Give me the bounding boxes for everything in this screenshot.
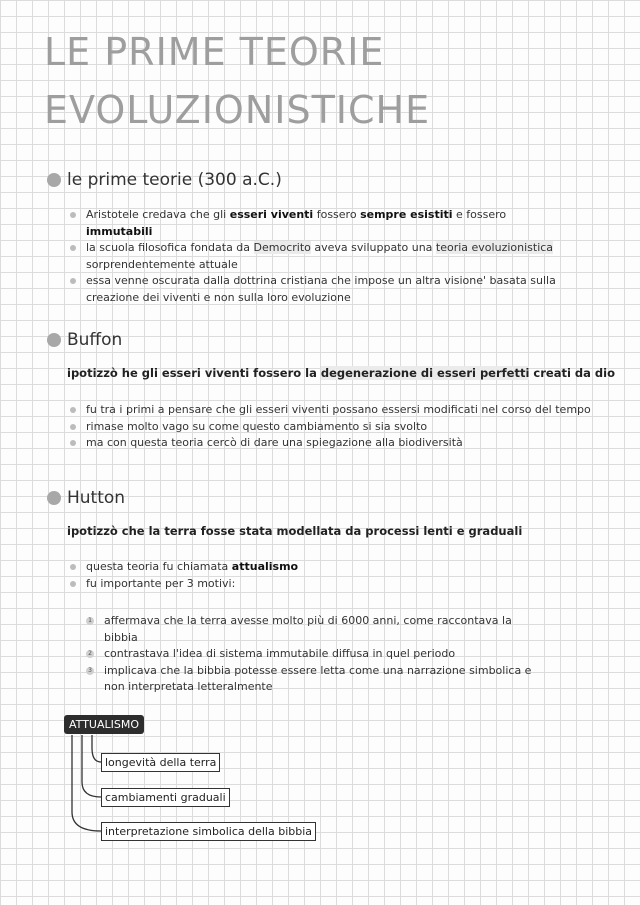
bold-text: esseri viventi — [229, 208, 314, 221]
numbered-item-text: implicava che la bibbia potesse essere letta come una narrazione simbolica e non interpretata letteralmente — [104, 663, 532, 693]
number-badge: 1 — [86, 617, 94, 625]
page-title-line-1: LE PRIME TEORIE — [44, 30, 385, 74]
text-run: sorprendentemente attuale — [86, 257, 238, 271]
text-run: ipotizzò he gli esseri viventi fossero la — [67, 366, 321, 380]
section-heading-text: Buffon — [67, 330, 123, 350]
text-run: fu tra i primi a pensare che gli esseri viventi possano essersi modificati nel corso del tempo — [86, 403, 591, 416]
mindmap-node-longevita[interactable]: longevità della terra — [101, 753, 220, 772]
text-run: essa venne oscurata dalla dottrina cristiana che impose un altra visione' basata sulla creazione dei viventi e non sulla loro evoluzione — [86, 274, 556, 304]
bold-text: sempre esistiti — [360, 208, 453, 221]
connector-line — [72, 735, 101, 831]
text-run: e fossero — [452, 208, 507, 221]
mindmap-node-cambiamenti[interactable]: cambiamenti graduali — [101, 788, 230, 807]
mindmap-root-node[interactable]: ATTUALISMO — [64, 715, 144, 734]
highlighted-text: teoria evoluzionistica — [435, 241, 554, 254]
bold-text: attualismo — [231, 560, 299, 573]
text-run: Aristotele credava che gli — [86, 208, 230, 221]
text-run: ipotizzò che la terra fosse stata modellata da processi lenti e graduali — [67, 524, 523, 538]
text-run: rimase molto vago su come questo cambiamento si sia svolto — [86, 419, 428, 433]
highlighted-text: Democrito — [253, 241, 311, 254]
text-run: fossero — [313, 208, 361, 221]
mindmap-node-interpretazione[interactable]: interpretazione simbolica della bibbia — [101, 822, 316, 841]
section-heading-text: le prime teorie (300 a.C.) — [67, 170, 282, 190]
numbered-item-text: contrastava l'idea di sistema immutabile diffusa in quel periodo — [104, 647, 456, 660]
text-run: la scuola filosofica fondata da — [86, 241, 254, 254]
text-run: questa teoria fu chiamata — [86, 560, 232, 573]
numbered-item-text: affermava che la terra avesse molto più di 6000 anni, come raccontava la bibbia — [104, 614, 512, 644]
section-heading-text: Hutton — [67, 488, 126, 508]
connector-line — [92, 735, 101, 762]
text-run: fu importante per 3 motivi: — [86, 576, 236, 590]
page-title-line-2: EVOLUZIONISTICHE — [44, 88, 431, 132]
highlighted-text: degenerazione di esseri perfetti — [320, 366, 530, 380]
bold-text: immutabili — [86, 224, 153, 238]
number-badge: 2 — [86, 650, 94, 658]
text-run: ma con questa teoria cercò di dare una spiegazione alla biodiversità — [86, 436, 463, 449]
text-run: creati da dio — [529, 366, 615, 380]
number-badge: 3 — [86, 667, 94, 675]
text-run: aveva sviluppato una — [310, 241, 436, 254]
